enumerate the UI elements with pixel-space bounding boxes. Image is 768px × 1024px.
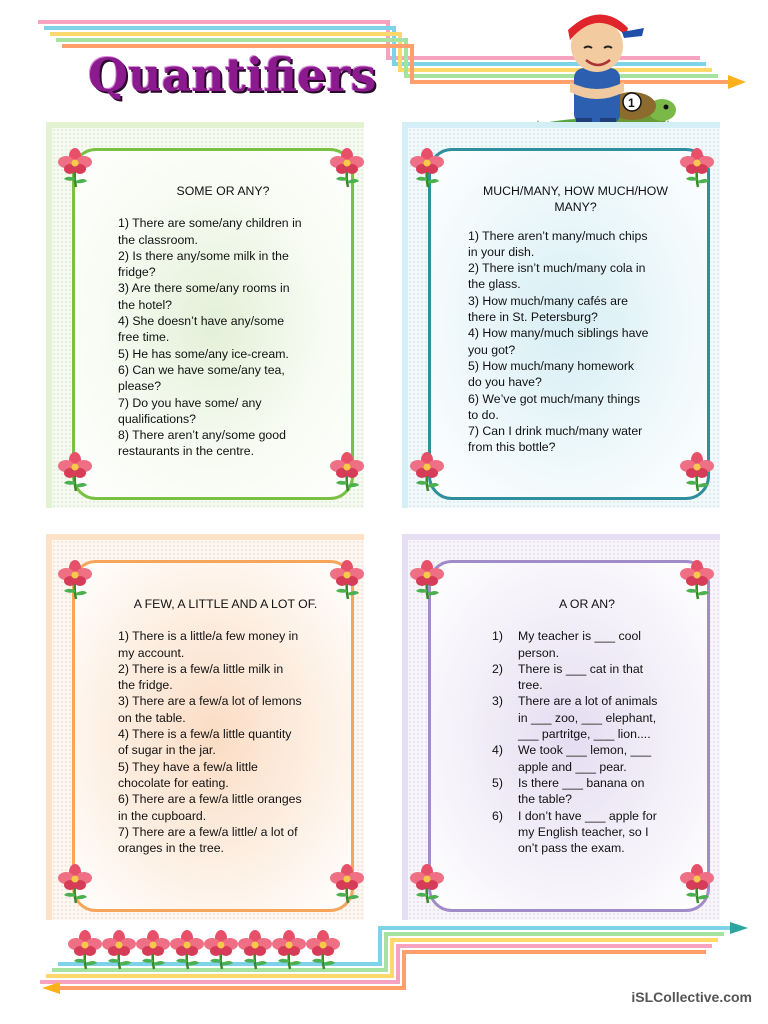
exercise-line: 6) There are a few/a little oranges xyxy=(118,792,302,807)
item-number: 1) xyxy=(492,629,503,644)
item-text xyxy=(518,628,682,661)
exercise-line: 3) How much/many cafés are xyxy=(468,293,628,308)
flower-icon xyxy=(680,864,714,904)
item-line: There is ___ cat in that xyxy=(518,661,644,676)
exercise-line: 4) She doesn’t have any/some xyxy=(118,314,285,329)
exercise-line: 1) There are some/any children in xyxy=(118,216,302,231)
panel-content xyxy=(492,596,682,856)
item-line: Is there ___ banana on xyxy=(518,775,645,790)
item-number: 4) xyxy=(492,743,503,758)
flower-icon xyxy=(330,864,364,904)
flower-icon xyxy=(238,930,272,970)
item-line: my English teacher, so I xyxy=(518,824,649,839)
page-title: Quantifiers xyxy=(88,48,377,102)
exercise-line: free time. xyxy=(118,330,170,345)
exercise-line: chocolate for eating. xyxy=(118,775,229,790)
flower-icon xyxy=(58,452,92,492)
exercise-lines xyxy=(118,628,333,856)
item-number: 3) xyxy=(492,694,503,709)
exercise-line: the fridge. xyxy=(118,678,173,693)
exercise-line: 5) How much/many homework xyxy=(468,358,635,373)
exercise-line: 1) There aren’t many/much chips xyxy=(468,228,648,243)
heading-line: MUCH/MANY, HOW MUCH/HOW xyxy=(483,184,668,198)
panel-much-many xyxy=(402,122,720,508)
flower-icon xyxy=(306,930,340,970)
panel-heading xyxy=(468,183,683,216)
exercise-line: the classroom. xyxy=(118,232,198,247)
exercise-line: 2) There is a few/a little milk in xyxy=(118,661,284,676)
exercise-line: 3) There are a few/a lot of lemons xyxy=(118,694,302,709)
flower-icon xyxy=(58,864,92,904)
exercise-line: on the table. xyxy=(118,710,186,725)
exercise-line: 5) They have a few/a little xyxy=(118,759,258,774)
exercise-line: 7) There are a few/a little/ a lot of xyxy=(118,824,298,839)
exercise-line: 2) There isn’t much/many cola in xyxy=(468,261,646,276)
panel-content xyxy=(118,596,333,856)
exercise-line: 5) He has some/any ice-cream. xyxy=(118,346,289,361)
flower-icon xyxy=(170,930,204,970)
item-line: apple and ___ pear. xyxy=(518,759,627,774)
exercise-line: my account. xyxy=(118,645,185,660)
item-text xyxy=(518,775,682,808)
exercise-list xyxy=(492,628,682,856)
flower-icon xyxy=(204,930,238,970)
flower-icon xyxy=(330,560,364,600)
exercise-line: from this bottle? xyxy=(468,440,556,455)
exercise-line: the glass. xyxy=(468,277,521,292)
flower-icon xyxy=(680,560,714,600)
flower-icon xyxy=(58,148,92,188)
flower-icon xyxy=(330,452,364,492)
exercise-line: 6) We’ve got much/many things xyxy=(468,391,641,406)
exercise-line: 4) How many/much siblings have xyxy=(468,326,649,341)
item-line: There are a lot of animals xyxy=(518,694,658,709)
flower-icon xyxy=(680,148,714,188)
list-item xyxy=(492,628,682,661)
exercise-line: 6) Can we have some/any tea, xyxy=(118,362,285,377)
exercise-line: 8) There aren’t any/some good xyxy=(118,428,286,443)
exercise-line: do you have? xyxy=(468,375,542,390)
exercise-line: to do. xyxy=(468,407,499,422)
exercise-line: in your dish. xyxy=(468,244,535,259)
item-line: I don’t have ___ apple for xyxy=(518,808,657,823)
panel-content xyxy=(468,183,683,456)
item-number: 5) xyxy=(492,775,503,790)
item-line: My teacher is ___ cool xyxy=(518,629,642,644)
list-item xyxy=(492,742,682,775)
item-number: 6) xyxy=(492,808,503,823)
list-item xyxy=(492,808,682,857)
watermark: iSLCollective.com xyxy=(631,989,752,1005)
exercise-line: please? xyxy=(118,379,162,394)
flower-icon xyxy=(680,452,714,492)
flower-icon xyxy=(330,148,364,188)
item-line: ___ partritge, ___ lion.... xyxy=(518,727,651,742)
exercise-line: you got? xyxy=(468,342,516,357)
item-text xyxy=(518,808,682,857)
panel-heading: A FEW, A LITTLE AND A LOT OF. xyxy=(133,597,318,611)
item-text xyxy=(518,693,682,742)
panel-few-little xyxy=(46,534,364,920)
flower-icon xyxy=(410,560,444,600)
flower-icon xyxy=(136,930,170,970)
exercise-line: qualifications? xyxy=(118,411,196,426)
panel-a-an xyxy=(402,534,720,920)
item-line: We took ___ lemon, ___ xyxy=(518,743,652,758)
exercise-line: the hotel? xyxy=(118,297,173,312)
exercise-line: 2) Is there any/some milk in the xyxy=(118,248,289,263)
flower-icon xyxy=(410,452,444,492)
svg-text:1: 1 xyxy=(628,96,635,110)
exercise-line: 1) There is a little/a few money in xyxy=(118,629,299,644)
exercise-line: in the cupboard. xyxy=(118,808,207,823)
exercise-line: restaurants in the centre. xyxy=(118,444,255,459)
item-number: 2) xyxy=(492,661,503,676)
item-line: the table? xyxy=(518,792,573,807)
panel-content xyxy=(118,183,328,460)
exercise-line: oranges in the tree. xyxy=(118,841,224,856)
panel-some-any xyxy=(46,122,364,508)
item-line: tree. xyxy=(518,678,543,693)
exercise-lines xyxy=(468,228,683,456)
panel-heading: SOME OR ANY? xyxy=(176,184,270,198)
flower-icon xyxy=(410,148,444,188)
item-text xyxy=(518,661,682,694)
exercise-line: 3) Are there some/any rooms in xyxy=(118,281,290,296)
panel-heading: A OR AN? xyxy=(558,597,616,611)
flower-icon xyxy=(58,560,92,600)
item-line: on’t pass the exam. xyxy=(518,841,625,856)
heading-line: MANY? xyxy=(554,200,597,215)
list-item xyxy=(492,693,682,742)
item-text xyxy=(518,742,682,775)
exercise-line: of sugar in the jar. xyxy=(118,743,216,758)
list-item xyxy=(492,775,682,808)
exercise-line: fridge? xyxy=(118,265,156,280)
exercise-lines xyxy=(118,215,328,459)
flower-icon xyxy=(68,930,102,970)
exercise-line: there in St. Petersburg? xyxy=(468,310,598,325)
exercise-line: 7) Can I drink much/many water xyxy=(468,424,643,439)
list-item xyxy=(492,661,682,694)
item-line: in ___ zoo, ___ elephant, xyxy=(518,710,657,725)
flower-icon xyxy=(102,930,136,970)
item-line: person. xyxy=(518,645,560,660)
exercise-line: 4) There is a few/a little quantity xyxy=(118,727,292,742)
flower-icon xyxy=(410,864,444,904)
exercise-line: 7) Do you have some/ any xyxy=(118,395,262,410)
flower-icon xyxy=(272,930,306,970)
